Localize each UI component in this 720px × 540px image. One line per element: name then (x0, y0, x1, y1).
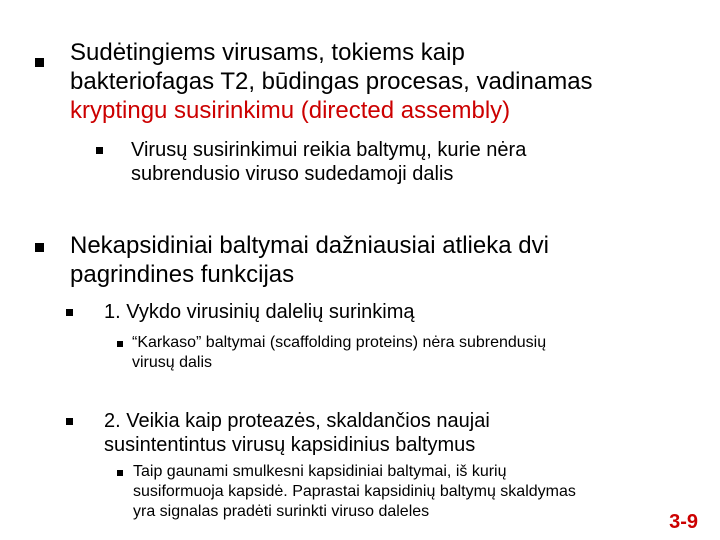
text-line: pagrindines funkcijas (70, 261, 295, 288)
slide-number: 3-9 (669, 511, 698, 533)
text-line: Virusų susirinkimui reikia baltymų, kurie nėra (131, 139, 527, 161)
text-line: bakteriofagas T2, būdingas procesas, vadinamas (70, 68, 593, 95)
text-line: yra signalas pradėti surinkti viruso daleles (133, 503, 430, 520)
bullet-text (132, 333, 546, 373)
bullet-icon (96, 147, 103, 154)
text-line: 1. Vykdo virusinių dalelių surinkimą (104, 301, 415, 323)
bullet-text (131, 138, 526, 186)
bullet-text (70, 38, 593, 125)
text-line: susiformuoja kapsidė. Paprastai kapsidinių baltymų skaldymas (133, 483, 576, 500)
bullet-text (70, 231, 549, 289)
text-line: susintentintus virusų kapsidinius baltymus (104, 434, 476, 456)
text-line: Taip gaunami smulkesni kapsidiniai baltymai, iš kurių (133, 463, 507, 480)
text-line: Sudėtingiems virusams, tokiems kaip (70, 39, 465, 66)
bullet-icon (35, 58, 44, 67)
bullet-icon (66, 309, 73, 316)
bullet-icon (66, 418, 73, 425)
text-line: subrendusio viruso sudedamoji dalis (131, 163, 454, 185)
text-line: 2. Veikia kaip proteazės, skaldančios naujai (104, 410, 490, 432)
highlighted-term: kryptingu susirinkimu (directed assembly) (70, 97, 511, 124)
bullet-text (133, 462, 576, 522)
bullet-icon (117, 341, 123, 347)
bullet-text (104, 300, 415, 324)
text-line: “Karkaso” baltymai (scaffolding proteins) nėra subrendusių (132, 334, 547, 351)
bullet-icon (35, 243, 44, 252)
text-line: virusų dalis (132, 354, 213, 371)
bullet-text (104, 409, 490, 457)
text-line: Nekapsidiniai baltymai dažniausiai atlieka dvi (70, 232, 549, 259)
bullet-icon (117, 470, 123, 476)
